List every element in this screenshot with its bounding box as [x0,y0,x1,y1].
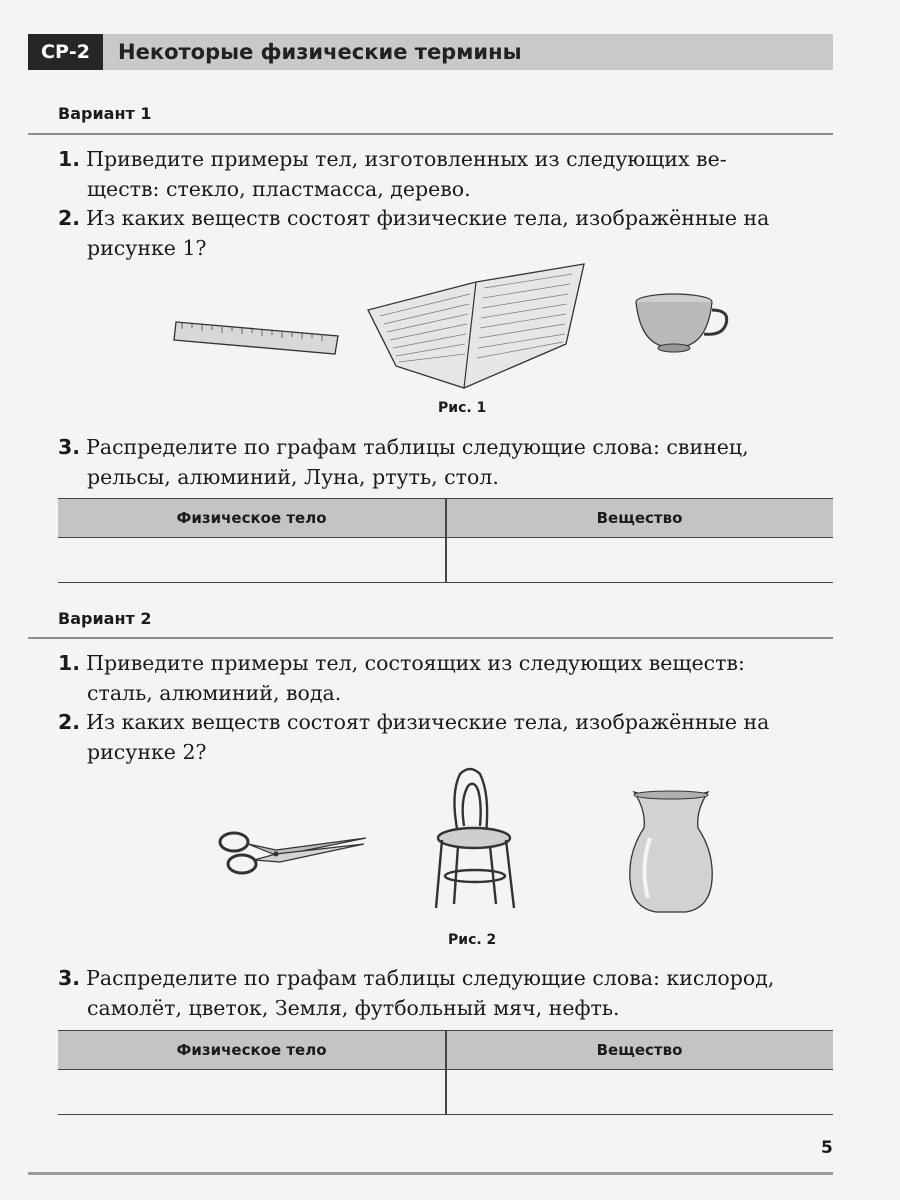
v2-question-3 [58,963,833,1023]
variant-2-label: Вариант 2 [58,609,152,628]
page-number: 5 [821,1138,833,1158]
question-text: Распределите по графам таблицы следующие слова: свинец, [86,435,749,459]
question-text-cont: рельсы, алюминий, Луна, ртуть, стол. [87,465,499,489]
v1-question-1 [58,144,833,204]
footer-rule [28,1172,833,1175]
column-header-substance: Вещество [596,1041,683,1059]
column-header-substance: Вещество [596,509,683,527]
table-header [58,498,833,538]
question-number: 2. [58,206,81,230]
variant-1-divider [28,133,833,135]
v2-question-1 [58,648,833,708]
table-answer-row[interactable] [58,538,833,583]
question-text-cont: самолёт, цветок, Земля, футбольный мяч, нефть. [87,996,620,1020]
v1-answer-table [58,498,833,583]
question-text-cont: рисунке 2? [87,740,207,764]
question-text: Приведите примеры тел, состоящих из следующих веществ: [86,651,745,675]
column-divider [445,499,447,537]
v2-question-2 [58,707,833,767]
question-number: 3. [58,966,81,990]
question-text: Приведите примеры тел, изготовленных из следующих ве- [86,147,727,171]
table-answer-row[interactable] [58,1070,833,1115]
question-text: Из каких веществ состоят физические тела, изображённые на [86,206,770,230]
question-number: 3. [58,435,81,459]
question-text-cont: ществ: стекло, пластмасса, дерево. [87,177,471,201]
book-icon [366,262,586,392]
scissors-icon [216,826,368,878]
variant-2-divider [28,637,833,639]
vase-icon [626,788,716,914]
chair-icon [430,764,522,910]
column-header-body: Физическое тело [176,509,327,527]
cup-icon [632,292,732,354]
question-text: Распределите по графам таблицы следующие слова: кислород, [86,966,775,990]
column-divider [445,1070,447,1114]
question-number: 1. [58,651,81,675]
question-number: 2. [58,710,81,734]
section-code: СР-2 [28,34,103,70]
ruler-icon [172,318,342,358]
question-number: 1. [58,147,81,171]
figure-1-caption: Рис. 1 [438,400,487,416]
v2-answer-table [58,1030,833,1115]
column-header-body: Физическое тело [176,1041,327,1059]
variant-1-label: Вариант 1 [58,104,152,123]
question-text-cont: сталь, алюминий, вода. [87,681,342,705]
figure-2-caption: Рис. 2 [448,932,497,948]
v1-question-3 [58,432,833,492]
column-divider [445,538,447,582]
column-divider [445,1031,447,1069]
section-title: Некоторые физические термины [118,40,522,64]
v1-question-2 [58,203,833,263]
section-header [28,34,833,70]
question-text-cont: рисунке 1? [87,236,207,260]
question-text: Из каких веществ состоят физические тела, изображённые на [86,710,770,734]
table-header [58,1030,833,1070]
